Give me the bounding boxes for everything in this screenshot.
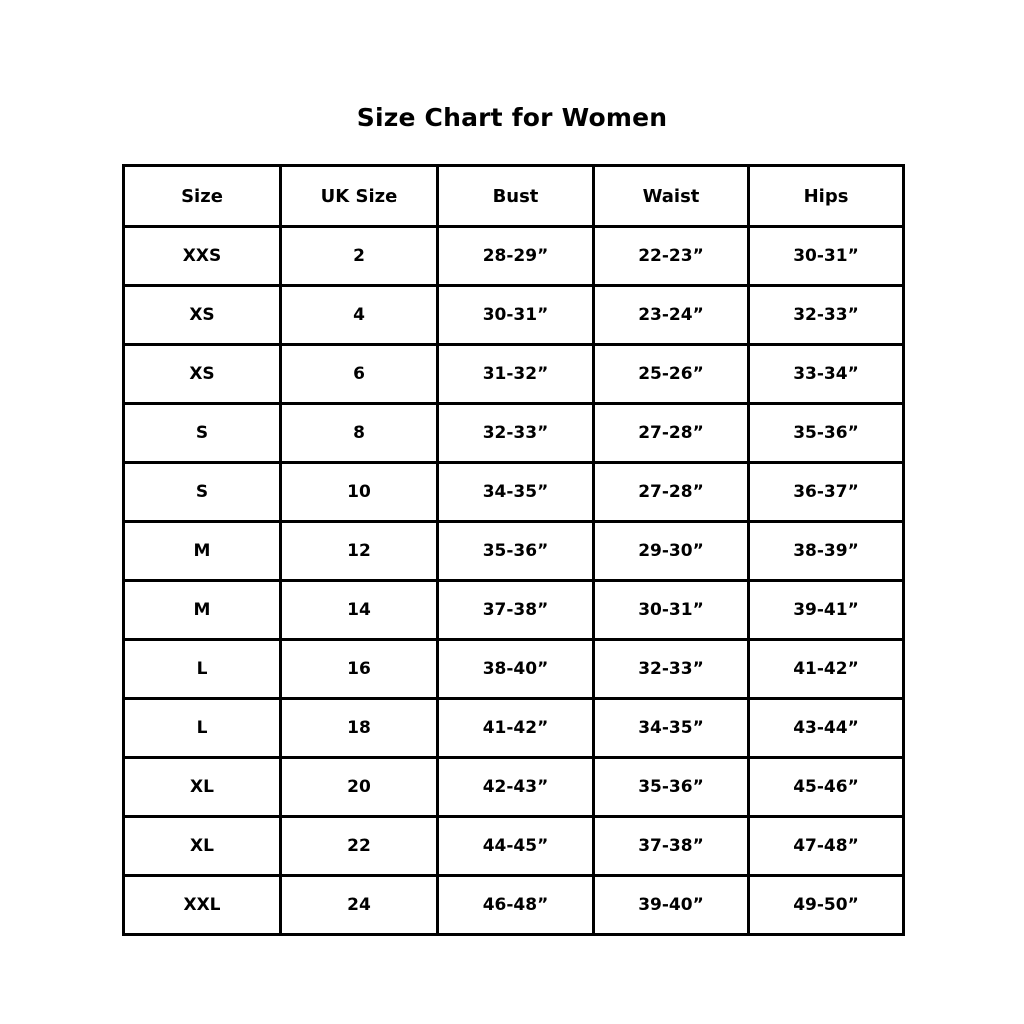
- cell-size: XL: [124, 817, 281, 876]
- table-row: [124, 876, 904, 935]
- cell-hips: 38-39”: [749, 522, 904, 581]
- cell-hips: 39-41”: [749, 581, 904, 640]
- cell-waist: 32-33”: [594, 640, 749, 699]
- cell-waist: 25-26”: [594, 345, 749, 404]
- cell-bust: 28-29”: [438, 227, 594, 286]
- table-row: [124, 345, 904, 404]
- cell-size: M: [124, 581, 281, 640]
- column-header-waist: Waist: [594, 166, 749, 227]
- cell-waist: 27-28”: [594, 404, 749, 463]
- cell-waist: 29-30”: [594, 522, 749, 581]
- cell-uk-size: 20: [281, 758, 438, 817]
- table-body: [124, 227, 904, 935]
- cell-uk-size: 2: [281, 227, 438, 286]
- page-title: Size Chart for Women: [356, 103, 668, 132]
- table-row: [124, 404, 904, 463]
- cell-hips: 49-50”: [749, 876, 904, 935]
- cell-bust: 31-32”: [438, 345, 594, 404]
- table-row: [124, 699, 904, 758]
- cell-size: XXL: [124, 876, 281, 935]
- cell-uk-size: 4: [281, 286, 438, 345]
- cell-bust: 34-35”: [438, 463, 594, 522]
- cell-waist: 34-35”: [594, 699, 749, 758]
- cell-bust: 37-38”: [438, 581, 594, 640]
- cell-uk-size: 24: [281, 876, 438, 935]
- cell-hips: 33-34”: [749, 345, 904, 404]
- cell-waist: 27-28”: [594, 463, 749, 522]
- table-header-row: [124, 166, 904, 227]
- cell-size: S: [124, 404, 281, 463]
- cell-size: XL: [124, 758, 281, 817]
- cell-waist: 22-23”: [594, 227, 749, 286]
- cell-size: XS: [124, 286, 281, 345]
- cell-size: M: [124, 522, 281, 581]
- table-header: [124, 166, 904, 227]
- column-header-uk-size: UK Size: [281, 166, 438, 227]
- cell-size: S: [124, 463, 281, 522]
- column-header-hips: Hips: [749, 166, 904, 227]
- cell-waist: 39-40”: [594, 876, 749, 935]
- cell-hips: 43-44”: [749, 699, 904, 758]
- size-table-container: [122, 164, 902, 936]
- cell-size: L: [124, 699, 281, 758]
- cell-bust: 42-43”: [438, 758, 594, 817]
- cell-bust: 44-45”: [438, 817, 594, 876]
- cell-bust: 32-33”: [438, 404, 594, 463]
- cell-uk-size: 10: [281, 463, 438, 522]
- table-row: [124, 581, 904, 640]
- cell-bust: 35-36”: [438, 522, 594, 581]
- table-row: [124, 758, 904, 817]
- cell-uk-size: 16: [281, 640, 438, 699]
- cell-size: XXS: [124, 227, 281, 286]
- cell-bust: 30-31”: [438, 286, 594, 345]
- cell-hips: 36-37”: [749, 463, 904, 522]
- cell-hips: 35-36”: [749, 404, 904, 463]
- cell-size: L: [124, 640, 281, 699]
- cell-waist: 37-38”: [594, 817, 749, 876]
- cell-waist: 23-24”: [594, 286, 749, 345]
- cell-hips: 41-42”: [749, 640, 904, 699]
- cell-bust: 41-42”: [438, 699, 594, 758]
- cell-hips: 30-31”: [749, 227, 904, 286]
- cell-waist: 35-36”: [594, 758, 749, 817]
- cell-bust: 38-40”: [438, 640, 594, 699]
- column-header-size: Size: [124, 166, 281, 227]
- column-header-bust: Bust: [438, 166, 594, 227]
- cell-waist: 30-31”: [594, 581, 749, 640]
- cell-uk-size: 14: [281, 581, 438, 640]
- table-row: [124, 640, 904, 699]
- table-row: [124, 227, 904, 286]
- table-row: [124, 817, 904, 876]
- cell-bust: 46-48”: [438, 876, 594, 935]
- table-row: [124, 522, 904, 581]
- cell-hips: 45-46”: [749, 758, 904, 817]
- cell-uk-size: 18: [281, 699, 438, 758]
- cell-hips: 32-33”: [749, 286, 904, 345]
- cell-hips: 47-48”: [749, 817, 904, 876]
- cell-uk-size: 8: [281, 404, 438, 463]
- cell-uk-size: 22: [281, 817, 438, 876]
- cell-uk-size: 6: [281, 345, 438, 404]
- table-row: [124, 286, 904, 345]
- cell-size: XS: [124, 345, 281, 404]
- size-table: [122, 164, 905, 936]
- cell-uk-size: 12: [281, 522, 438, 581]
- table-row: [124, 463, 904, 522]
